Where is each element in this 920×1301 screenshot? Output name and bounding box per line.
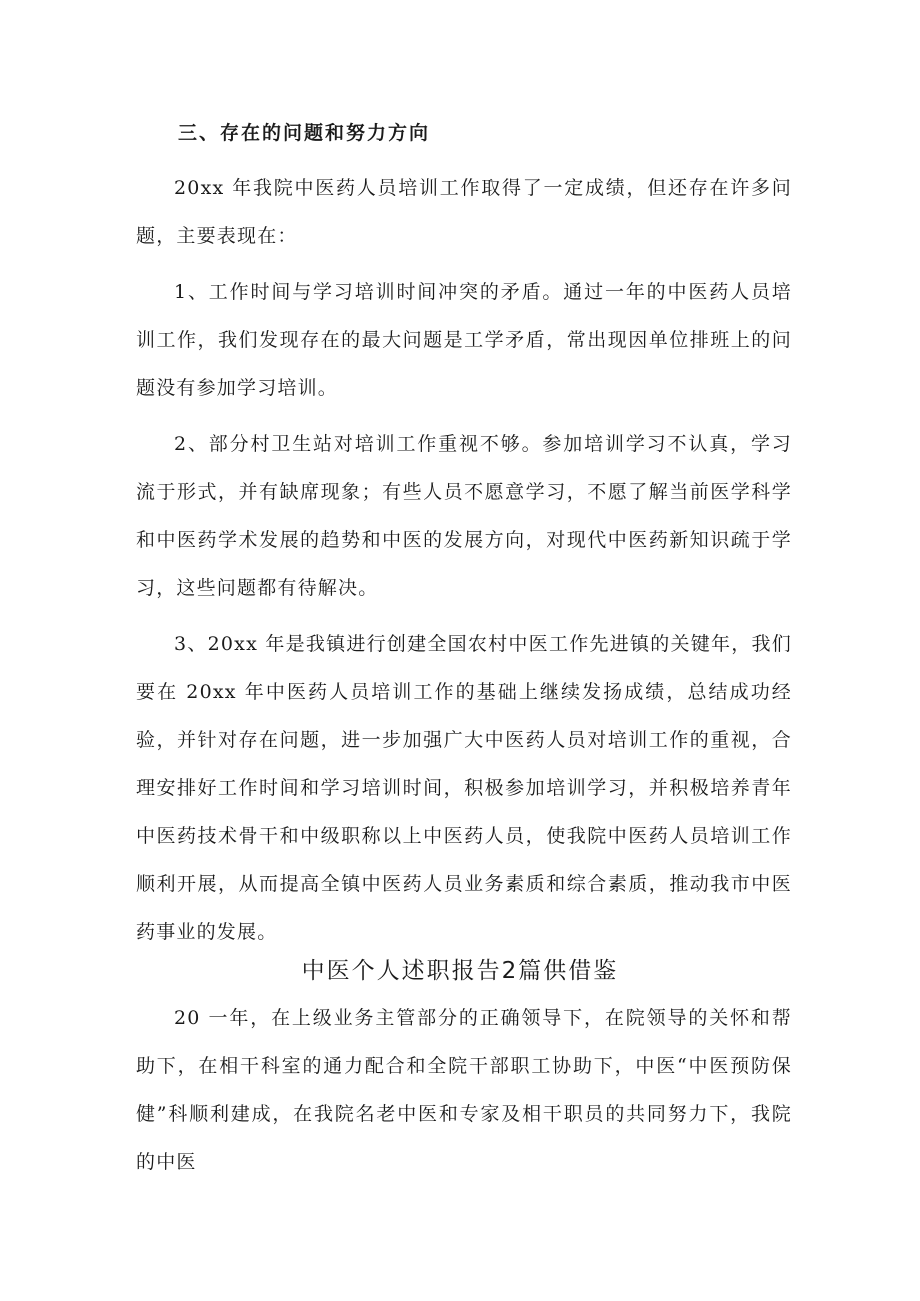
section-heading: 三、存在的问题和努力方向 (178, 122, 431, 144)
report-title: 中医个人述职报告2篇供借鉴 (301, 958, 619, 984)
paragraph-report-opening: 20 一年，在上级业务主管部分的正确领导下，在院领导的关怀和帮助下，在相干科室的通力配合和全院干部职工协助下，中医“中医预防保健”科顺利建成，在我院名老中医和专家及相干职员的共同努力下，我院的中医 (136, 1007, 792, 1173)
paragraph-item-3: 3、20xx 年是我镇进行创建全国农村中医工作先进镇的关键年，我们要在 20xx 年中医药人员培训工作的基础上继续发扬成绩，总结成功经验，并针对存在问题，进一步加强广大中医药人员对培训工作的重视，合理安排好工作时间和学习培训时间，积极参加培训学习，并积极培养青年中医药技术骨干和中级职称以上中医药人员，使我院中医药人员培训工作顺利开展，从而提高全镇中医药人员业务素质和综合素质，推动我市中医药事业的发展。 (136, 633, 792, 943)
paragraph-intro: 20xx 年我院中医药人员培训工作取得了一定成绩，但还存在许多问题，主要表现在： (136, 177, 792, 247)
paragraph-item-2: 2、部分村卫生站对培训工作重视不够。参加培训学习不认真，学习流于形式，并有缺席现象；有些人员不愿意学习，不愿了解当前医学科学和中医药学术发展的趋势和中医的发展方向，对现代中医药新知识疏于学习，这些问题都有待解决。 (136, 433, 792, 599)
paragraph-item-1: 1、工作时间与学习培训时间冲突的矛盾。通过一年的中医药人员培训工作，我们发现存在的最大问题是工学矛盾，常出现因单位排班上的问题没有参加学习培训。 (136, 281, 792, 399)
